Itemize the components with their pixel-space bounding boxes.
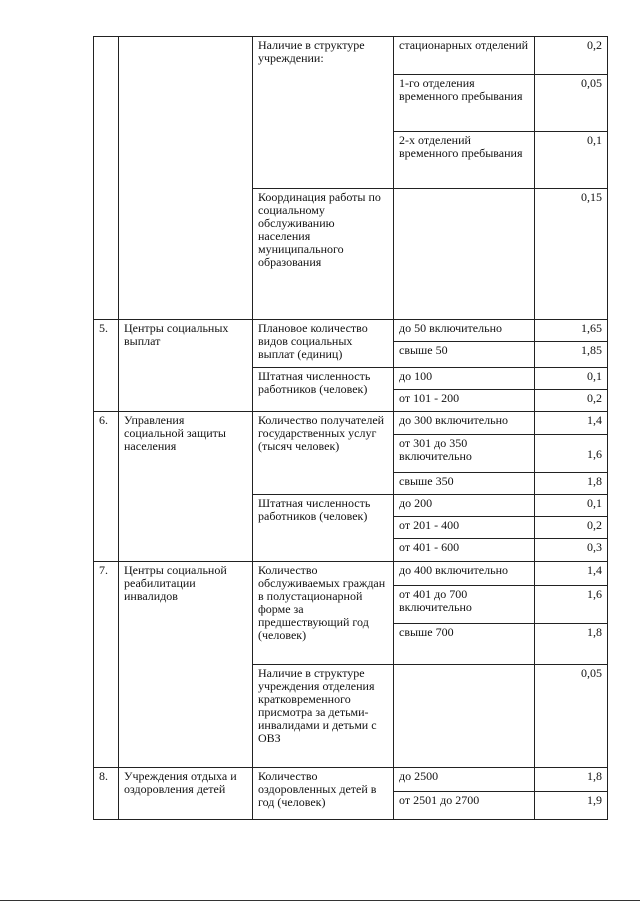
condition-cell: от 201 - 400 xyxy=(394,517,535,539)
row-number-cell: 6. xyxy=(94,412,119,562)
coefficient-cell: 0,1 xyxy=(535,132,608,189)
row-number-cell xyxy=(94,37,119,320)
condition-cell: свыше 700 xyxy=(394,624,535,665)
condition-cell: от 2501 до 2700 xyxy=(394,792,535,820)
institution-cell: Центры социальных выплат xyxy=(119,320,253,412)
institution-cell: Учреждения отдыха и оздоровления детей xyxy=(119,768,253,820)
coefficient-cell: 1,6 xyxy=(535,435,608,473)
coefficient-cell: 1,8 xyxy=(535,768,608,792)
criterion-cell: Количество оздоровленных детей в год (человек) xyxy=(253,768,394,820)
coefficient-cell: 1,4 xyxy=(535,562,608,586)
table-row xyxy=(94,320,608,342)
institution-cell: Управления социальной защиты населения xyxy=(119,412,253,562)
coefficient-cell: 1,8 xyxy=(535,473,608,495)
row-number-cell: 8. xyxy=(94,768,119,820)
coefficient-cell: 0,1 xyxy=(535,495,608,517)
coefficient-cell: 0,05 xyxy=(535,75,608,132)
table-row xyxy=(94,412,608,435)
coefficient-cell: 0,2 xyxy=(535,517,608,539)
coefficient-cell: 0,15 xyxy=(535,189,608,320)
coefficient-cell: 1,65 xyxy=(535,320,608,342)
coefficient-cell: 0,3 xyxy=(535,539,608,562)
condition-cell: от 101 - 200 xyxy=(394,390,535,412)
coefficient-cell: 0,2 xyxy=(535,390,608,412)
coefficient-cell: 1,8 xyxy=(535,624,608,665)
row-number-cell: 5. xyxy=(94,320,119,412)
condition-cell: от 401 - 600 xyxy=(394,539,535,562)
coefficient-cell: 0,05 xyxy=(535,665,608,768)
condition-cell: до 300 включительно xyxy=(394,412,535,435)
condition-cell xyxy=(394,189,535,320)
criterion-cell: Плановое количество видов социальных выплат (единиц) xyxy=(253,320,394,368)
page-bottom-edge xyxy=(0,900,640,901)
condition-cell: до 100 xyxy=(394,368,535,390)
coefficient-cell: 1,9 xyxy=(535,792,608,820)
condition-cell: стационарных отделений xyxy=(394,37,535,75)
institution-cell xyxy=(119,37,253,320)
criterion-cell: Наличие в структуре учреждении: xyxy=(253,37,394,189)
condition-cell: до 400 включительно xyxy=(394,562,535,586)
condition-cell: до 2500 xyxy=(394,768,535,792)
condition-cell: до 50 включительно xyxy=(394,320,535,342)
table-row xyxy=(94,562,608,586)
condition-cell: свыше 350 xyxy=(394,473,535,495)
criterion-cell: Координация работы по социальному обслуживанию населения муниципального образования xyxy=(253,189,394,320)
condition-cell: 2-х отделений временного пребывания xyxy=(394,132,535,189)
criterion-cell: Количество обслуживаемых граждан в полустационарной форме за предшествующий год (человек) xyxy=(253,562,394,665)
criterion-cell: Штатная численность работников (человек) xyxy=(253,495,394,562)
criterion-cell: Наличие в структуре учреждения отделения кратковременного присмотра за детьми-инвалидами и детьми с ОВЗ xyxy=(253,665,394,768)
condition-cell: 1-го отделения временного пребывания xyxy=(394,75,535,132)
coefficient-cell: 0,2 xyxy=(535,37,608,75)
condition-cell: свыше 50 xyxy=(394,342,535,368)
row-number-cell: 7. xyxy=(94,562,119,768)
condition-cell: от 401 до 700 включительно xyxy=(394,586,535,624)
criterion-cell: Количество получателей государственных услуг (тысяч человек) xyxy=(253,412,394,495)
table-row xyxy=(94,768,608,792)
coefficient-cell: 0,1 xyxy=(535,368,608,390)
condition-cell xyxy=(394,665,535,768)
criterion-cell: Штатная численность работников (человек) xyxy=(253,368,394,412)
coefficient-cell: 1,4 xyxy=(535,412,608,435)
table-row xyxy=(94,37,608,75)
condition-cell: до 200 xyxy=(394,495,535,517)
institution-cell: Центры социальной реабилитации инвалидов xyxy=(119,562,253,768)
condition-cell: от 301 до 350 включительно xyxy=(394,435,535,473)
coefficients-table xyxy=(93,36,608,820)
coefficient-cell: 1,85 xyxy=(535,342,608,368)
coefficient-cell: 1,6 xyxy=(535,586,608,624)
